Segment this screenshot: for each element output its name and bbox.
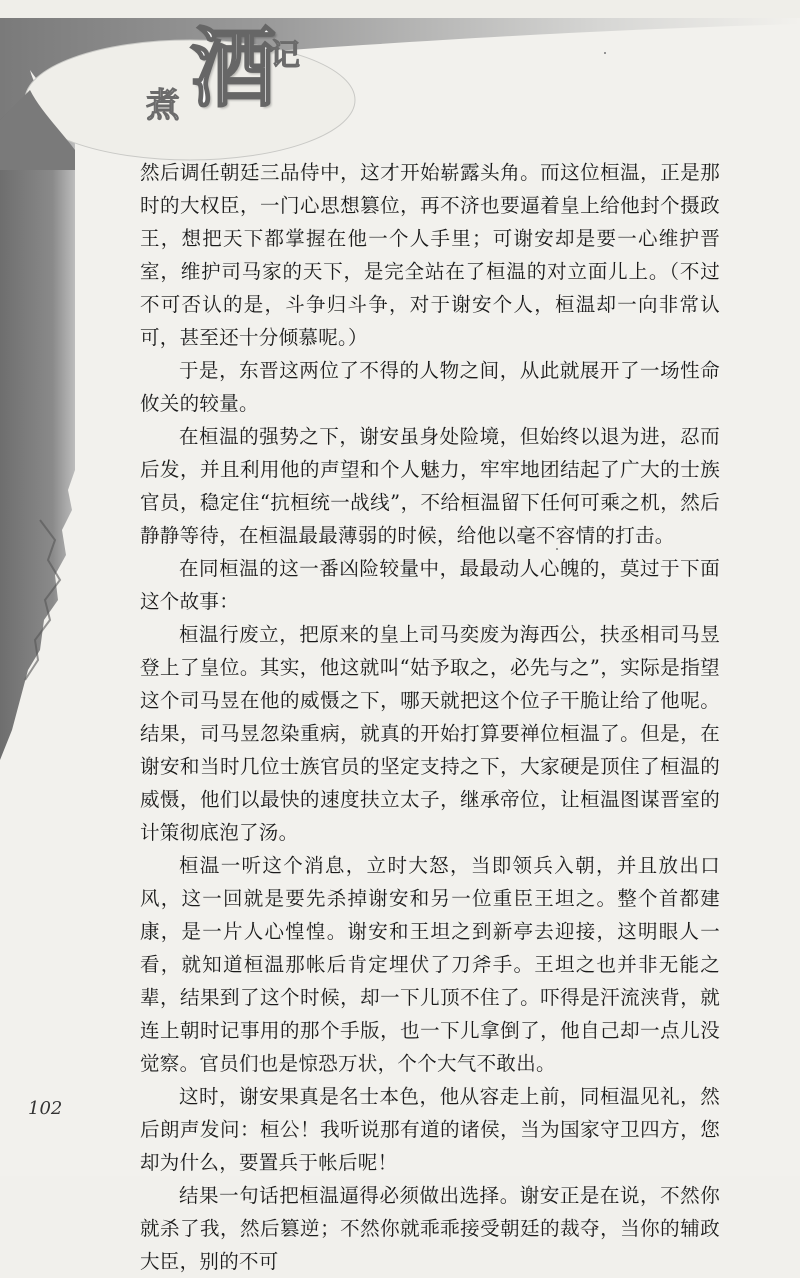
body-text (140, 156, 720, 1278)
title-char-2: 酒 (190, 18, 276, 119)
header-banner (0, 0, 800, 170)
chapter-title (140, 20, 340, 130)
paragraph: 结果一句话把桓温逼得必须做出选择。谢安正是在说，不然你就杀了我，然后篡逆；不然你就乖乖接受朝廷的裁夺，当你的辅政大臣，别的不可 (140, 1184, 720, 1273)
paragraph: 桓温行废立，把原来的皇上司马奕废为海西公，扶丞相司马昱登上了皇位。其实，他这就叫“姑予取之，必先与之”，实际是指望这个司马昱在他的威慑之下，哪天就把这个位子干脆让给了他呢。结果，司马昱忽染重病，就真的开始打算要禅位桓温了。但是，在谢安和当时几位士族官员的坚定支持之下，大家硬是顶住了桓温的威慑，他们以最快的速度扶立太子，继承帝位，让桓温图谋晋室的计策彻底泡了汤。 (140, 623, 720, 844)
scan-speck (556, 548, 558, 550)
title-char-1: 煮 (146, 86, 180, 126)
left-decorative-band (0, 0, 75, 1176)
scan-speck (604, 52, 606, 54)
paragraph: 在同桓温的这一番凶险较量中，最最动人心魄的，莫过于下面这个故事： (140, 557, 720, 613)
paragraph: 桓温一听这个消息，立时大怒，当即领兵入朝，并且放出口风，这一回就是要先杀掉谢安和另一位重臣王坦之。整个首都建康，是一片人心惶惶。谢安和王坦之到新亭去迎接，这明眼人一看，就知道桓温那帐后肯定埋伏了刀斧手。王坦之也并非无能之辈，结果到了这个时候，却一下儿顶不住了。吓得是汗流浃背，就连上朝时记事用的那个手版，也一下儿拿倒了，他自己却一点儿没觉察。官员们也是惊恐万状，个个大气不敢出。 (140, 854, 720, 1075)
title-char-3: 记 (270, 38, 300, 73)
paragraph: 这时，谢安果真是名士本色，他从容走上前，同桓温见礼，然后朗声发问：桓公！我听说那有道的诸侯，当为国家守卫四方，您却为什么，要置兵于帐后呢！ (140, 1085, 720, 1174)
paragraph: 于是，东晋这两位了不得的人物之间，从此就展开了一场性命攸关的较量。 (140, 359, 720, 415)
paragraph: 在桓温的强势之下，谢安虽身处险境，但始终以退为进，忍而后发，并且利用他的声望和个人魅力，牢牢地团结起了广大的士族官员，稳定住“抗桓统一战线”，不给桓温留下任何可乘之机，然后静静等待，在桓温最最薄弱的时候，给他以毫不容情的打击。 (140, 425, 720, 547)
page-number: 102 (28, 1098, 63, 1119)
paragraph: 然后调任朝廷三品侍中，这才开始崭露头角。而这位桓温，正是那时的大权臣，一门心思想篡位，再不济也要逼着皇上给他封个摄政王，想把天下都掌握在他一个人手里；可谢安却是要一心维护晋室，维护司马家的天下，是完全站在了桓温的对立面儿上。（不过不可否认的是，斗争归斗争，对于谢安个人，桓温却一向非常认可，甚至还十分倾慕呢。） (140, 161, 720, 349)
